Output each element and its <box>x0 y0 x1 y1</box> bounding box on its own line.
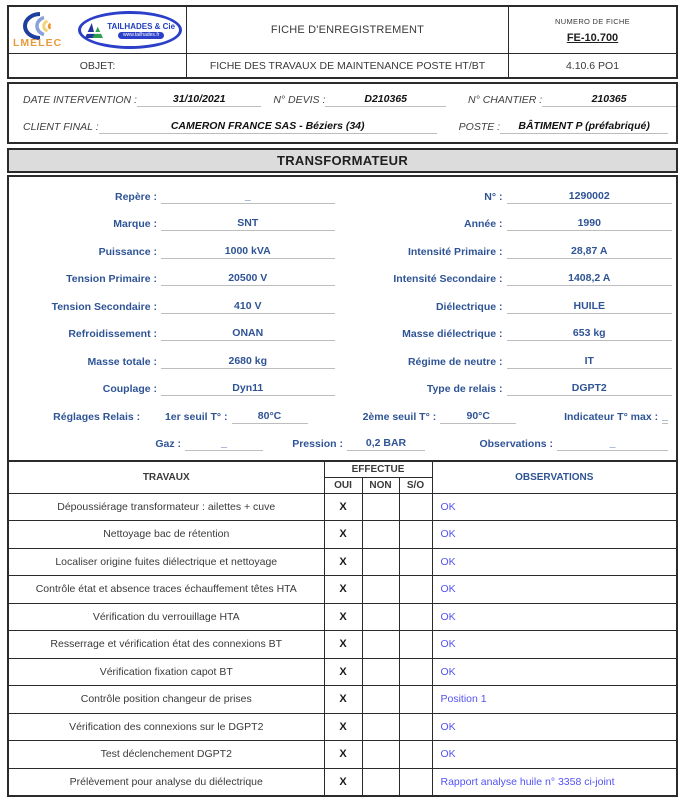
field-label: N° : <box>484 190 503 203</box>
poste-value: BÂTIMENT P (préfabriqué) <box>500 120 668 134</box>
table-row <box>8 768 677 796</box>
objet-label: OBJET: <box>9 54 187 77</box>
task-cell: Contrôle état et absence traces échauffement têtes HTA <box>8 576 324 604</box>
so-cell <box>399 768 432 796</box>
field-value: Dyn11 <box>161 382 335 396</box>
fields-left <box>9 183 343 403</box>
devis-value: D210365 <box>325 93 446 107</box>
field-row <box>9 321 343 349</box>
intervention-info <box>7 82 678 144</box>
task-cell: Vérification des connexions sur le DGPT2 <box>8 713 324 741</box>
table-row <box>8 631 677 659</box>
col-header-oui: OUI <box>324 477 362 493</box>
col-header-effectue: EFFECTUE <box>324 461 432 477</box>
field-value: 653 kg <box>507 327 673 341</box>
seuil2-label: 2ème seuil T° : <box>362 410 437 423</box>
col-header-non: NON <box>362 477 399 493</box>
non-cell <box>362 686 399 714</box>
lmelec-arcs-icon <box>13 12 57 40</box>
obs-cell: OK <box>432 631 677 659</box>
seuil1-label: 1er seuil T° : <box>164 410 228 423</box>
info-row-1 <box>9 86 676 113</box>
field-row <box>9 238 343 266</box>
objet-reference: 4.10.6 PO1 <box>508 54 676 77</box>
oui-cell: X <box>324 741 362 769</box>
poste-label: POSTE : <box>458 120 501 133</box>
so-cell <box>399 576 432 604</box>
pression-value: 0,2 BAR <box>347 437 425 451</box>
field-row <box>343 266 677 294</box>
field-row <box>343 321 677 349</box>
fiche-number-label: NUMERO DE FICHE <box>555 16 630 26</box>
field-value: 28,87 A <box>507 245 673 259</box>
oui-cell: X <box>324 658 362 686</box>
pression-label: Pression : <box>292 438 343 451</box>
field-row <box>9 376 343 404</box>
so-cell <box>399 741 432 769</box>
field-label: Tension Primaire : <box>66 273 157 286</box>
oui-cell: X <box>324 493 362 521</box>
indicateur-tmax-value: _ <box>662 409 668 422</box>
field-value: 1990 <box>507 217 673 231</box>
field-value: IT <box>507 355 673 369</box>
task-cell: Dépoussiérage transformateur : ailettes + cuve <box>8 493 324 521</box>
field-row <box>343 238 677 266</box>
obs-cell: OK <box>432 493 677 521</box>
relais-row <box>9 403 676 431</box>
chantier-value: 210365 <box>542 93 676 107</box>
table-row <box>8 576 677 604</box>
tailhades-mark-icon <box>85 23 103 38</box>
field-label: Diélectrique : <box>435 300 503 313</box>
gaz-row <box>9 431 676 459</box>
table-row <box>8 741 677 769</box>
task-cell: Localiser origine fuites diélectrique et nettoyage <box>8 548 324 576</box>
header <box>7 5 678 79</box>
field-value: 20500 V <box>161 272 335 286</box>
non-cell <box>362 521 399 549</box>
non-cell <box>362 603 399 631</box>
fiche-number-value: FE-10.700 <box>566 31 619 44</box>
field-row <box>9 348 343 376</box>
so-cell <box>399 658 432 686</box>
task-cell: Vérification fixation capot BT <box>8 658 324 686</box>
field-value: 1408,2 A <box>507 272 673 286</box>
seuil2-value: 90°C <box>440 410 516 424</box>
client-final-label: CLIENT FINAL : <box>23 120 99 133</box>
field-value: 1290002 <box>507 190 673 204</box>
date-intervention-value: 31/10/2021 <box>137 93 261 107</box>
field-row <box>9 211 343 239</box>
table-row <box>8 493 677 521</box>
non-cell <box>362 713 399 741</box>
so-cell <box>399 548 432 576</box>
non-cell <box>362 548 399 576</box>
info-row-2 <box>9 113 676 140</box>
oui-cell: X <box>324 686 362 714</box>
task-cell: Resserrage et vérification état des connexions BT <box>8 631 324 659</box>
field-label: Régime de neutre : <box>407 355 503 368</box>
oui-cell: X <box>324 631 362 659</box>
section-title-transformateur: TRANSFORMATEUR <box>7 148 678 173</box>
field-value: _ <box>161 190 335 204</box>
registration-form-page <box>7 5 678 797</box>
oui-cell: X <box>324 548 362 576</box>
indicateur-tmax-label: Indicateur T° max : <box>564 410 659 423</box>
oui-cell: X <box>324 603 362 631</box>
table-row <box>8 658 677 686</box>
field-label: Intensité Primaire : <box>407 245 503 258</box>
fields-right <box>343 183 677 403</box>
transformer-fields <box>7 175 678 460</box>
task-cell: Nettoyage bac de rétention <box>8 521 324 549</box>
table-row <box>8 686 677 714</box>
lmelec-logo <box>13 12 72 49</box>
obs-cell: Rapport analyse huile n° 3358 ci-joint <box>432 768 677 796</box>
so-cell <box>399 603 432 631</box>
table-row <box>8 548 677 576</box>
table-row <box>8 603 677 631</box>
logo-cell <box>9 7 187 53</box>
fiche-number-cell <box>508 7 676 53</box>
so-cell <box>399 493 432 521</box>
field-value: DGPT2 <box>507 382 673 396</box>
obs-cell: OK <box>432 658 677 686</box>
chantier-label: N° CHANTIER : <box>468 93 543 106</box>
field-row <box>9 293 343 321</box>
obs-cell: OK <box>432 521 677 549</box>
devis-label: N° DEVIS : <box>273 93 326 106</box>
field-label: Tension Secondaire : <box>51 300 157 313</box>
oui-cell: X <box>324 576 362 604</box>
travaux-table <box>7 460 678 797</box>
client-final-value: CAMERON FRANCE SAS - Béziers (34) <box>99 120 437 134</box>
field-row <box>343 211 677 239</box>
obs-cell: OK <box>432 741 677 769</box>
col-header-travaux: TRAVAUX <box>8 461 324 493</box>
obs-cell: OK <box>432 548 677 576</box>
field-row <box>343 376 677 404</box>
oui-cell: X <box>324 713 362 741</box>
so-cell <box>399 713 432 741</box>
col-header-so: S/O <box>399 477 432 493</box>
task-cell: Prélèvement pour analyse du diélectrique <box>8 768 324 796</box>
objet-value: FICHE DES TRAVAUX DE MAINTENANCE POSTE HT/BT <box>209 59 486 72</box>
field-label: Repère : <box>114 190 157 203</box>
oui-cell: X <box>324 768 362 796</box>
so-cell <box>399 686 432 714</box>
field-row <box>9 266 343 294</box>
observations-label: Observations : <box>479 438 553 451</box>
task-cell: Test déclenchement DGPT2 <box>8 741 324 769</box>
table-row <box>8 521 677 549</box>
field-label: Puissance : <box>98 245 157 258</box>
field-value: ONAN <box>161 327 335 341</box>
field-label: Intensité Secondaire : <box>393 273 503 286</box>
task-cell: Contrôle position changeur de prises <box>8 686 324 714</box>
tailhades-website: www.tailhades.fr <box>118 32 164 39</box>
tailhades-logo <box>78 11 182 49</box>
field-label: Marque : <box>113 218 157 231</box>
gaz-value: _ <box>185 437 263 451</box>
field-label: Année : <box>463 218 503 231</box>
non-cell <box>362 658 399 686</box>
non-cell <box>362 631 399 659</box>
field-label: Couplage : <box>102 383 157 396</box>
task-cell: Vérification du verrouillage HTA <box>8 603 324 631</box>
seuil1-value: 80°C <box>232 410 308 424</box>
field-value: 1000 kVA <box>161 245 335 259</box>
obs-cell: Position 1 <box>432 686 677 714</box>
so-cell <box>399 631 432 659</box>
observations-value: _ <box>557 437 668 451</box>
non-cell <box>362 741 399 769</box>
date-intervention-label: DATE INTERVENTION : <box>23 93 137 106</box>
document-title: FICHE D'ENREGISTREMENT <box>270 24 425 36</box>
obs-cell: OK <box>432 713 677 741</box>
oui-cell: X <box>324 521 362 549</box>
non-cell <box>362 576 399 604</box>
so-cell <box>399 521 432 549</box>
field-row <box>343 293 677 321</box>
gaz-label: Gaz : <box>155 438 181 451</box>
col-header-observations: OBSERVATIONS <box>432 461 677 493</box>
non-cell <box>362 493 399 521</box>
table-row <box>8 713 677 741</box>
field-value: 410 V <box>161 300 335 314</box>
lmelec-wordmark: LMELEC <box>13 36 63 49</box>
obs-cell: OK <box>432 603 677 631</box>
obs-cell: OK <box>432 576 677 604</box>
field-label: Masse diélectrique : <box>402 328 503 341</box>
field-value: HUILE <box>507 300 673 314</box>
field-label: Masse totale : <box>87 355 157 368</box>
reglages-relais-label: Réglages Relais : <box>53 410 141 423</box>
tailhades-wordmark: TAILHADES & Cie <box>107 21 176 31</box>
field-row <box>343 183 677 211</box>
field-value: SNT <box>161 217 335 231</box>
field-label: Refroidissement : <box>68 328 157 341</box>
field-row <box>9 183 343 211</box>
field-label: Type de relais : <box>426 383 503 396</box>
field-row <box>343 348 677 376</box>
travaux-body <box>8 493 677 796</box>
non-cell <box>362 768 399 796</box>
field-value: 2680 kg <box>161 355 335 369</box>
